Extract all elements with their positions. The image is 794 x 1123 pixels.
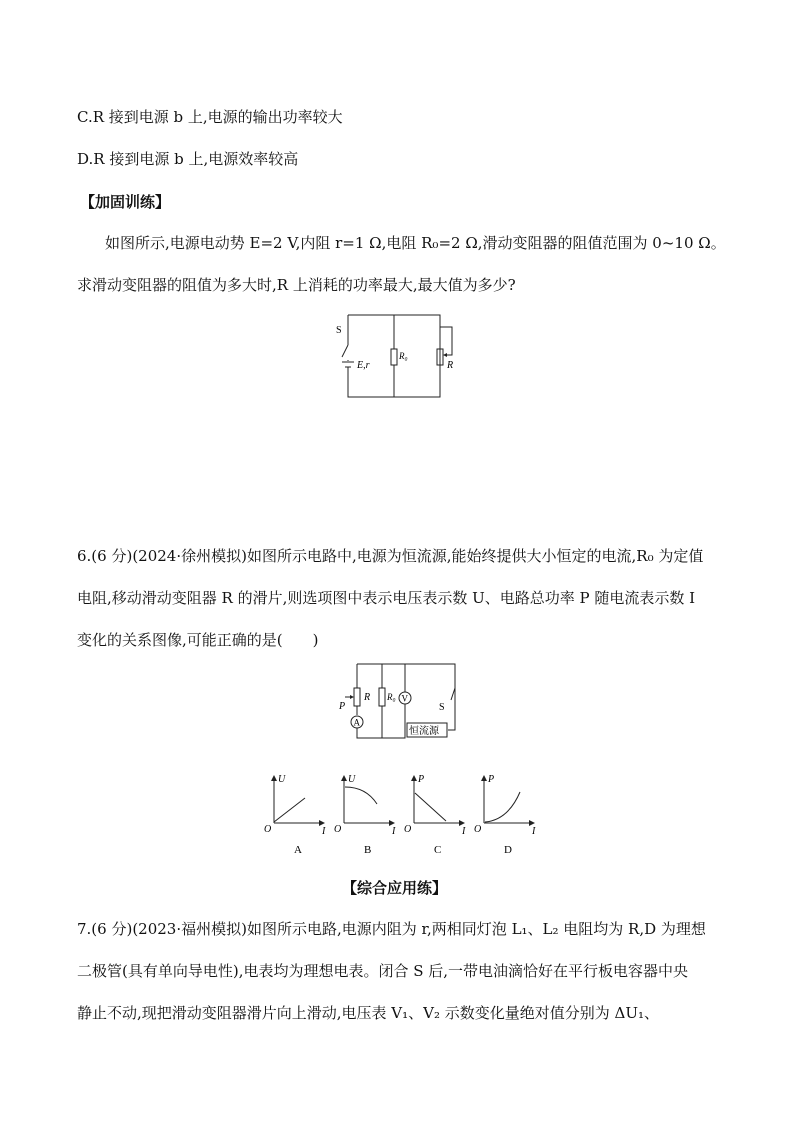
circuit2-slider-label: P [339,701,346,712]
graph-d-x-label: I [532,826,536,837]
ammeter-icon: A [353,717,360,728]
circuit-diagram-1 [330,305,480,405]
circuit2-r0-label: R₀ [387,692,396,702]
graph-c-label: C [434,844,442,856]
graph-c-origin: O [404,824,412,835]
problem6-line1: 6.(6 分)(2024·徐州模拟)如图所示电路中,电源为恒流源,能始终提供大小恒定的电流,R₀ 为定值 [77,547,704,565]
voltmeter-icon: V [401,693,408,704]
option-c: C.R 接到电源 b 上,电源的输出功率较大 [77,108,343,126]
graph-b-origin: O [334,824,342,835]
graph-a-label: A [294,844,302,856]
problem7-line2: 二极管(具有单向导电性),电表均为理想电表。闭合 S 后,一带电油滴恰好在平行板电容器中央 [77,962,689,980]
graph-b [334,774,396,856]
circuit1-r-label: R [447,360,454,371]
graph-c [404,774,466,856]
circuit1-switch-label: S [336,325,342,336]
graph-a [264,774,326,856]
graph-b-x-label: I [392,826,396,837]
section-comprehensive: 【综合应用练】 [342,879,448,897]
graph-d [474,774,536,856]
problem-consolidate-line1: 如图所示,电源电动势 E=2 V,内阻 r=1 Ω,电阻 R₀=2 Ω,滑动变阻器的阻值范围为 0~10 Ω。 [105,234,726,252]
graph-d-label: D [504,844,512,856]
graph-d-y-label: P [488,774,495,785]
circuit-diagram-2 [335,658,465,750]
section-consolidate: 【加固训练】 [80,193,171,211]
problem-consolidate-line2: 求滑动变阻器的阻值为多大时,R 上消耗的功率最大,最大值为多少? [77,276,516,294]
problem6-line2: 电阻,移动滑动变阻器 R 的滑片,则选项图中表示电压表示数 U、电路总功率 P 随电流表示数 I [77,589,696,607]
problem7-line3: 静止不动,现把滑动变阻器滑片向上滑动,电压表 V₁、V₂ 示数变化量绝对值分别为 ΔU₁、 [77,1004,660,1022]
graph-a-origin: O [264,824,272,835]
problem6-line3: 变化的关系图像,可能正确的是( ) [77,631,319,649]
circuit1-r0-label: R₀ [399,351,408,361]
circuit2-switch-label: S [439,702,445,713]
problem7-line1: 7.(6 分)(2023·福州模拟)如图所示电路,电源内阻为 r,两相同灯泡 L₁、L₂ 电阻均为 R,D 为理想 [77,920,706,938]
graph-c-y-label: P [418,774,425,785]
graph-a-x-label: I [322,826,326,837]
option-d: D.R 接到电源 b 上,电源效率较高 [77,150,299,168]
graph-b-label: B [364,844,372,856]
graph-d-origin: O [474,824,482,835]
graph-a-y-label: U [278,774,286,785]
graph-c-x-label: I [462,826,466,837]
circuit1-source-label: E,r [357,360,370,371]
option-graphs [258,770,548,860]
circuit2-source-label: 恒流源 [409,726,439,737]
circuit2-r-label: R [364,692,371,703]
graph-b-y-label: U [348,774,356,785]
